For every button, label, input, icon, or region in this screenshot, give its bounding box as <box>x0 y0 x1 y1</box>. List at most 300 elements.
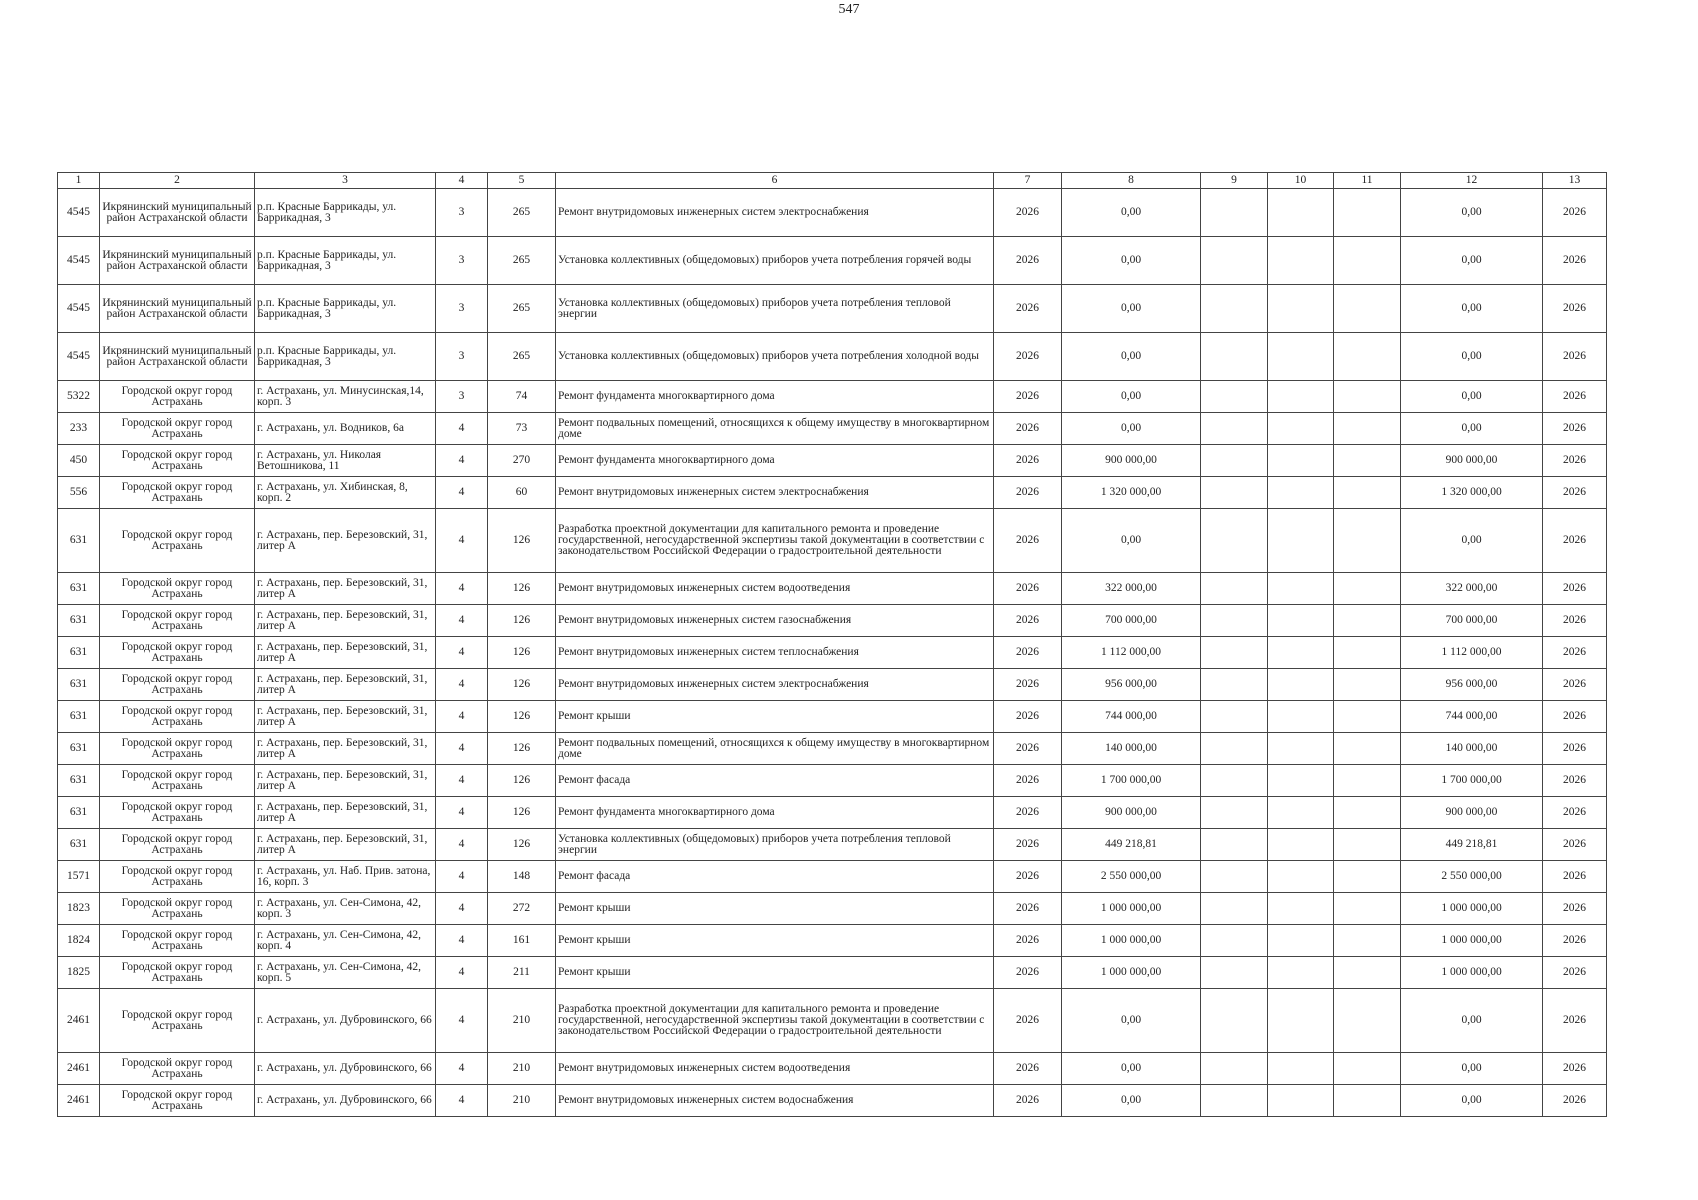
cell-col9 <box>1201 333 1268 381</box>
cell-work-type: Ремонт внутридомовых инженерных систем теплоснабжения <box>556 637 994 669</box>
cell-year: 2026 <box>994 797 1062 829</box>
table-row <box>58 669 1607 701</box>
capital-repair-table <box>57 172 1607 1117</box>
cell-address: г. Астрахань, ул. Сен-Симона, 42, корп. 3 <box>255 893 436 925</box>
cell-id: 4545 <box>58 189 100 237</box>
cell-end-year: 2026 <box>1543 573 1607 605</box>
cell-work-type: Ремонт внутридомовых инженерных систем газоснабжения <box>556 605 994 637</box>
cell-col11 <box>1334 701 1401 733</box>
cell-col5: 126 <box>488 733 556 765</box>
table-row <box>58 333 1607 381</box>
cell-col11 <box>1334 477 1401 509</box>
cell-id: 631 <box>58 765 100 797</box>
cell-col11 <box>1334 957 1401 989</box>
cell-end-year: 2026 <box>1543 797 1607 829</box>
cell-id: 450 <box>58 445 100 477</box>
cell-municipality: Городской округ город Астрахань <box>100 509 255 573</box>
cell-year: 2026 <box>994 189 1062 237</box>
cell-amount: 0,00 <box>1062 189 1201 237</box>
cell-amount: 0,00 <box>1062 1053 1201 1085</box>
cell-year: 2026 <box>994 925 1062 957</box>
cell-end-year: 2026 <box>1543 413 1607 445</box>
table-row <box>58 573 1607 605</box>
header-row <box>58 173 1607 189</box>
cell-col9 <box>1201 765 1268 797</box>
cell-id: 631 <box>58 637 100 669</box>
cell-work-type: Ремонт фундамента многоквартирного дома <box>556 381 994 413</box>
cell-col10 <box>1268 797 1334 829</box>
cell-work-type: Установка коллективных (общедомовых) приборов учета потребления холодной воды <box>556 333 994 381</box>
cell-col10 <box>1268 701 1334 733</box>
cell-amount-total: 140 000,00 <box>1401 733 1543 765</box>
cell-municipality: Городской округ город Астрахань <box>100 989 255 1053</box>
cell-end-year: 2026 <box>1543 1085 1607 1117</box>
cell-address: р.п. Красные Баррикады, ул. Баррикадная, 3 <box>255 285 436 333</box>
cell-col11 <box>1334 189 1401 237</box>
cell-address: г. Астрахань, ул. Сен-Симона, 42, корп. 4 <box>255 925 436 957</box>
table-row <box>58 1085 1607 1117</box>
cell-col9 <box>1201 477 1268 509</box>
cell-col4: 4 <box>436 797 488 829</box>
table-row <box>58 237 1607 285</box>
cell-end-year: 2026 <box>1543 381 1607 413</box>
cell-year: 2026 <box>994 1053 1062 1085</box>
cell-amount: 900 000,00 <box>1062 797 1201 829</box>
cell-col4: 4 <box>436 573 488 605</box>
cell-col4: 3 <box>436 237 488 285</box>
cell-col11 <box>1334 861 1401 893</box>
cell-end-year: 2026 <box>1543 445 1607 477</box>
cell-col11 <box>1334 333 1401 381</box>
cell-col10 <box>1268 989 1334 1053</box>
cell-col11 <box>1334 605 1401 637</box>
cell-col9 <box>1201 893 1268 925</box>
cell-amount-total: 2 550 000,00 <box>1401 861 1543 893</box>
cell-id: 631 <box>58 669 100 701</box>
cell-work-type: Ремонт подвальных помещений, относящихся к общему имуществу в многоквартирном доме <box>556 733 994 765</box>
cell-col4: 3 <box>436 381 488 413</box>
cell-col4: 4 <box>436 829 488 861</box>
cell-address: г. Астрахань, ул. Минусинская,14, корп. 3 <box>255 381 436 413</box>
cell-amount-total: 700 000,00 <box>1401 605 1543 637</box>
cell-id: 631 <box>58 509 100 573</box>
cell-year: 2026 <box>994 765 1062 797</box>
cell-col10 <box>1268 861 1334 893</box>
cell-col9 <box>1201 189 1268 237</box>
cell-amount-total: 0,00 <box>1401 509 1543 573</box>
cell-id: 2461 <box>58 989 100 1053</box>
cell-col5: 126 <box>488 701 556 733</box>
cell-col10 <box>1268 285 1334 333</box>
cell-col5: 60 <box>488 477 556 509</box>
cell-year: 2026 <box>994 733 1062 765</box>
cell-col4: 4 <box>436 893 488 925</box>
cell-end-year: 2026 <box>1543 1053 1607 1085</box>
cell-municipality: Икрянинский муниципальный район Астраханской области <box>100 285 255 333</box>
cell-col4: 4 <box>436 477 488 509</box>
cell-id: 2461 <box>58 1053 100 1085</box>
column-header: 8 <box>1062 173 1201 189</box>
table-row <box>58 765 1607 797</box>
cell-amount-total: 0,00 <box>1401 381 1543 413</box>
cell-municipality: Городской округ город Астрахань <box>100 573 255 605</box>
column-header: 6 <box>556 173 994 189</box>
cell-amount: 700 000,00 <box>1062 605 1201 637</box>
cell-col11 <box>1334 573 1401 605</box>
cell-end-year: 2026 <box>1543 925 1607 957</box>
cell-municipality: Городской округ город Астрахань <box>100 765 255 797</box>
cell-col5: 272 <box>488 893 556 925</box>
column-header: 7 <box>994 173 1062 189</box>
cell-col5: 210 <box>488 989 556 1053</box>
cell-col5: 126 <box>488 765 556 797</box>
cell-amount-total: 0,00 <box>1401 1053 1543 1085</box>
table-row <box>58 477 1607 509</box>
cell-amount: 449 218,81 <box>1062 829 1201 861</box>
cell-municipality: Икрянинский муниципальный район Астраханской области <box>100 237 255 285</box>
cell-id: 4545 <box>58 237 100 285</box>
cell-amount: 744 000,00 <box>1062 701 1201 733</box>
cell-address: г. Астрахань, пер. Березовский, 31, литер А <box>255 701 436 733</box>
cell-col9 <box>1201 509 1268 573</box>
cell-year: 2026 <box>994 509 1062 573</box>
cell-year: 2026 <box>994 381 1062 413</box>
cell-col11 <box>1334 829 1401 861</box>
cell-col11 <box>1334 509 1401 573</box>
cell-amount: 1 000 000,00 <box>1062 957 1201 989</box>
cell-col9 <box>1201 1053 1268 1085</box>
cell-col9 <box>1201 925 1268 957</box>
cell-amount-total: 1 000 000,00 <box>1401 925 1543 957</box>
cell-address: г. Астрахань, ул. Дубровинского, 66 <box>255 989 436 1053</box>
column-header: 5 <box>488 173 556 189</box>
cell-address: р.п. Красные Баррикады, ул. Баррикадная, 3 <box>255 333 436 381</box>
cell-col4: 4 <box>436 765 488 797</box>
cell-id: 631 <box>58 797 100 829</box>
cell-col10 <box>1268 925 1334 957</box>
table-row <box>58 381 1607 413</box>
cell-col11 <box>1334 637 1401 669</box>
cell-col5: 126 <box>488 669 556 701</box>
cell-municipality: Городской округ город Астрахань <box>100 797 255 829</box>
cell-col5: 265 <box>488 285 556 333</box>
table-row <box>58 957 1607 989</box>
cell-address: г. Астрахань, пер. Березовский, 31, литер А <box>255 829 436 861</box>
cell-col5: 126 <box>488 797 556 829</box>
cell-col9 <box>1201 413 1268 445</box>
cell-address: г. Астрахань, ул. Сен-Симона, 42, корп. 5 <box>255 957 436 989</box>
cell-address: г. Астрахань, пер. Березовский, 31, литер А <box>255 605 436 637</box>
cell-amount-total: 900 000,00 <box>1401 797 1543 829</box>
cell-address: р.п. Красные Баррикады, ул. Баррикадная, 3 <box>255 189 436 237</box>
cell-end-year: 2026 <box>1543 669 1607 701</box>
cell-amount-total: 0,00 <box>1401 285 1543 333</box>
cell-work-type: Ремонт фасада <box>556 765 994 797</box>
cell-work-type: Ремонт внутридомовых инженерных систем электроснабжения <box>556 477 994 509</box>
cell-col4: 4 <box>436 605 488 637</box>
cell-col5: 74 <box>488 381 556 413</box>
cell-amount: 0,00 <box>1062 285 1201 333</box>
cell-work-type: Ремонт крыши <box>556 893 994 925</box>
cell-col10 <box>1268 1053 1334 1085</box>
cell-address: г. Астрахань, ул. Хибинская, 8, корп. 2 <box>255 477 436 509</box>
cell-col4: 4 <box>436 701 488 733</box>
cell-year: 2026 <box>994 605 1062 637</box>
table-body <box>58 189 1607 1117</box>
cell-municipality: Городской округ город Астрахань <box>100 605 255 637</box>
table-row <box>58 605 1607 637</box>
cell-amount: 1 000 000,00 <box>1062 925 1201 957</box>
cell-col5: 265 <box>488 333 556 381</box>
table-header <box>58 173 1607 189</box>
cell-work-type: Ремонт фундамента многоквартирного дома <box>556 445 994 477</box>
cell-col5: 73 <box>488 413 556 445</box>
cell-amount: 0,00 <box>1062 1085 1201 1117</box>
cell-col5: 126 <box>488 605 556 637</box>
cell-amount-total: 1 112 000,00 <box>1401 637 1543 669</box>
column-header: 9 <box>1201 173 1268 189</box>
column-header: 3 <box>255 173 436 189</box>
cell-col10 <box>1268 1085 1334 1117</box>
cell-address: г. Астрахань, ул. Наб. Прив. затона, 16, корп. 3 <box>255 861 436 893</box>
cell-col10 <box>1268 333 1334 381</box>
cell-amount: 1 700 000,00 <box>1062 765 1201 797</box>
cell-address: г. Астрахань, пер. Березовский, 31, литер А <box>255 669 436 701</box>
cell-col11 <box>1334 989 1401 1053</box>
cell-end-year: 2026 <box>1543 989 1607 1053</box>
cell-col9 <box>1201 237 1268 285</box>
cell-id: 5322 <box>58 381 100 413</box>
column-header: 10 <box>1268 173 1334 189</box>
cell-col11 <box>1334 445 1401 477</box>
cell-id: 233 <box>58 413 100 445</box>
table-row <box>58 413 1607 445</box>
cell-year: 2026 <box>994 669 1062 701</box>
cell-work-type: Установка коллективных (общедомовых) приборов учета потребления тепловой энергии <box>556 285 994 333</box>
cell-col11 <box>1334 733 1401 765</box>
cell-municipality: Городской округ город Астрахань <box>100 445 255 477</box>
cell-col4: 3 <box>436 285 488 333</box>
cell-col4: 4 <box>436 957 488 989</box>
cell-year: 2026 <box>994 701 1062 733</box>
cell-col5: 210 <box>488 1053 556 1085</box>
column-header: 2 <box>100 173 255 189</box>
cell-amount-total: 1 700 000,00 <box>1401 765 1543 797</box>
cell-col5: 126 <box>488 509 556 573</box>
column-header: 11 <box>1334 173 1401 189</box>
cell-col4: 4 <box>436 445 488 477</box>
cell-col9 <box>1201 445 1268 477</box>
cell-address: р.п. Красные Баррикады, ул. Баррикадная, 3 <box>255 237 436 285</box>
cell-work-type: Ремонт фасада <box>556 861 994 893</box>
cell-amount-total: 322 000,00 <box>1401 573 1543 605</box>
cell-address: г. Астрахань, пер. Березовский, 31, литер А <box>255 637 436 669</box>
cell-col9 <box>1201 829 1268 861</box>
cell-col11 <box>1334 669 1401 701</box>
cell-amount-total: 449 218,81 <box>1401 829 1543 861</box>
cell-municipality: Городской округ город Астрахань <box>100 477 255 509</box>
cell-amount: 0,00 <box>1062 989 1201 1053</box>
cell-end-year: 2026 <box>1543 333 1607 381</box>
cell-end-year: 2026 <box>1543 637 1607 669</box>
cell-address: г. Астрахань, ул. Дубровинского, 66 <box>255 1085 436 1117</box>
cell-col4: 4 <box>436 413 488 445</box>
cell-amount: 0,00 <box>1062 381 1201 413</box>
cell-year: 2026 <box>994 285 1062 333</box>
cell-col4: 4 <box>436 733 488 765</box>
cell-id: 1823 <box>58 893 100 925</box>
cell-id: 631 <box>58 701 100 733</box>
cell-col5: 126 <box>488 573 556 605</box>
table-row <box>58 861 1607 893</box>
cell-amount: 1 112 000,00 <box>1062 637 1201 669</box>
cell-work-type: Ремонт подвальных помещений, относящихся к общему имуществу в многоквартирном доме <box>556 413 994 445</box>
cell-address: г. Астрахань, пер. Березовский, 31, литер А <box>255 509 436 573</box>
cell-id: 1571 <box>58 861 100 893</box>
cell-address: г. Астрахань, ул. Дубровинского, 66 <box>255 1053 436 1085</box>
page-number: 547 <box>838 2 860 17</box>
cell-col4: 4 <box>436 861 488 893</box>
cell-col9 <box>1201 701 1268 733</box>
cell-work-type: Ремонт крыши <box>556 957 994 989</box>
cell-end-year: 2026 <box>1543 605 1607 637</box>
cell-amount: 140 000,00 <box>1062 733 1201 765</box>
cell-end-year: 2026 <box>1543 237 1607 285</box>
column-header: 12 <box>1401 173 1543 189</box>
cell-amount: 322 000,00 <box>1062 573 1201 605</box>
cell-year: 2026 <box>994 333 1062 381</box>
cell-municipality: Городской округ город Астрахань <box>100 925 255 957</box>
cell-col11 <box>1334 893 1401 925</box>
cell-work-type: Установка коллективных (общедомовых) приборов учета потребления горячей воды <box>556 237 994 285</box>
cell-municipality: Городской округ город Астрахань <box>100 669 255 701</box>
cell-amount: 900 000,00 <box>1062 445 1201 477</box>
cell-col4: 3 <box>436 333 488 381</box>
cell-col10 <box>1268 573 1334 605</box>
cell-end-year: 2026 <box>1543 733 1607 765</box>
cell-end-year: 2026 <box>1543 477 1607 509</box>
cell-col10 <box>1268 381 1334 413</box>
cell-amount-total: 1 320 000,00 <box>1401 477 1543 509</box>
table-row <box>58 285 1607 333</box>
cell-work-type: Ремонт крыши <box>556 701 994 733</box>
cell-municipality: Городской округ город Астрахань <box>100 1085 255 1117</box>
table-row <box>58 445 1607 477</box>
cell-year: 2026 <box>994 637 1062 669</box>
cell-col9 <box>1201 861 1268 893</box>
cell-amount-total: 1 000 000,00 <box>1401 957 1543 989</box>
cell-col9 <box>1201 1085 1268 1117</box>
cell-work-type: Ремонт внутридомовых инженерных систем водоотведения <box>556 573 994 605</box>
cell-work-type: Разработка проектной документации для капитального ремонта и проведение государственной, негосударственной экспертизы такой документации в соответствии с законодательством Российской Федерации о градостроительной деятельности <box>556 989 994 1053</box>
cell-address: г. Астрахань, пер. Березовский, 31, литер А <box>255 765 436 797</box>
cell-col5: 210 <box>488 1085 556 1117</box>
cell-year: 2026 <box>994 893 1062 925</box>
cell-col9 <box>1201 669 1268 701</box>
cell-col4: 4 <box>436 1085 488 1117</box>
table-row <box>58 797 1607 829</box>
cell-amount: 0,00 <box>1062 509 1201 573</box>
cell-municipality: Городской округ город Астрахань <box>100 861 255 893</box>
cell-col5: 126 <box>488 637 556 669</box>
table-row <box>58 189 1607 237</box>
cell-col11 <box>1334 285 1401 333</box>
cell-municipality: Городской округ город Астрахань <box>100 381 255 413</box>
cell-id: 631 <box>58 733 100 765</box>
cell-year: 2026 <box>994 477 1062 509</box>
cell-col10 <box>1268 413 1334 445</box>
cell-amount-total: 744 000,00 <box>1401 701 1543 733</box>
column-header: 4 <box>436 173 488 189</box>
table-row <box>58 733 1607 765</box>
cell-id: 4545 <box>58 333 100 381</box>
cell-address: г. Астрахань, пер. Березовский, 31, литер А <box>255 573 436 605</box>
cell-id: 1825 <box>58 957 100 989</box>
table-row <box>58 925 1607 957</box>
cell-col11 <box>1334 765 1401 797</box>
cell-id: 631 <box>58 605 100 637</box>
cell-address: г. Астрахань, ул. Водников, 6а <box>255 413 436 445</box>
cell-col5: 211 <box>488 957 556 989</box>
cell-col11 <box>1334 797 1401 829</box>
cell-col5: 265 <box>488 237 556 285</box>
cell-municipality: Городской округ город Астрахань <box>100 733 255 765</box>
cell-col4: 3 <box>436 189 488 237</box>
cell-municipality: Икрянинский муниципальный район Астраханской области <box>100 189 255 237</box>
cell-col9 <box>1201 605 1268 637</box>
cell-col9 <box>1201 989 1268 1053</box>
cell-col11 <box>1334 237 1401 285</box>
cell-address: г. Астрахань, ул. Николая Ветошникова, 11 <box>255 445 436 477</box>
cell-id: 1824 <box>58 925 100 957</box>
cell-col5: 161 <box>488 925 556 957</box>
cell-id: 556 <box>58 477 100 509</box>
cell-col5: 148 <box>488 861 556 893</box>
table-row <box>58 829 1607 861</box>
table-row <box>58 989 1607 1053</box>
cell-col4: 4 <box>436 1053 488 1085</box>
cell-amount-total: 0,00 <box>1401 413 1543 445</box>
cell-year: 2026 <box>994 413 1062 445</box>
cell-col10 <box>1268 733 1334 765</box>
cell-col9 <box>1201 573 1268 605</box>
cell-amount: 1 000 000,00 <box>1062 893 1201 925</box>
cell-municipality: Икрянинский муниципальный район Астраханской области <box>100 333 255 381</box>
cell-year: 2026 <box>994 445 1062 477</box>
cell-col10 <box>1268 765 1334 797</box>
cell-work-type: Ремонт крыши <box>556 925 994 957</box>
cell-amount-total: 0,00 <box>1401 1085 1543 1117</box>
cell-id: 631 <box>58 829 100 861</box>
cell-id: 2461 <box>58 1085 100 1117</box>
cell-year: 2026 <box>994 573 1062 605</box>
cell-col10 <box>1268 189 1334 237</box>
cell-col10 <box>1268 669 1334 701</box>
cell-year: 2026 <box>994 237 1062 285</box>
cell-work-type: Ремонт внутридомовых инженерных систем водоотведения <box>556 1053 994 1085</box>
cell-municipality: Городской округ город Астрахань <box>100 637 255 669</box>
cell-amount: 2 550 000,00 <box>1062 861 1201 893</box>
cell-col11 <box>1334 381 1401 413</box>
cell-work-type: Ремонт внутридомовых инженерных систем водоснабжения <box>556 1085 994 1117</box>
cell-col10 <box>1268 445 1334 477</box>
column-header: 1 <box>58 173 100 189</box>
cell-amount-total: 0,00 <box>1401 237 1543 285</box>
cell-col4: 4 <box>436 669 488 701</box>
table-row <box>58 701 1607 733</box>
cell-address: г. Астрахань, пер. Березовский, 31, литер А <box>255 797 436 829</box>
cell-col9 <box>1201 797 1268 829</box>
